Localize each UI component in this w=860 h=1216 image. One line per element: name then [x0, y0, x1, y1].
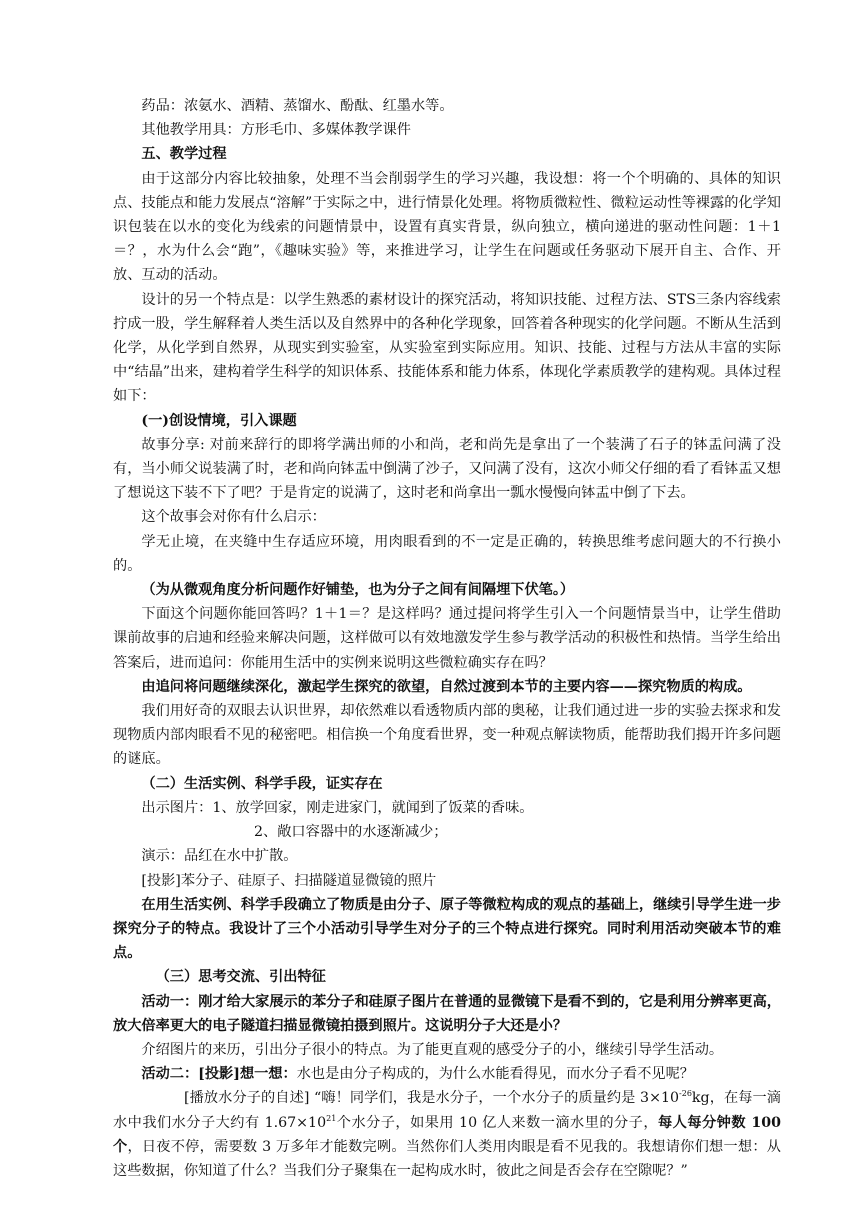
paragraph-activity-two [113, 1062, 781, 1086]
self-intro-part-d: ，日夜不停，需要数 3 万多年才能数完咧。当然你们人类用肉眼是看不见我的。我想请你们想一想：从这些数据，你知道了什么？当我们分子聚集在一起构成水时，彼此之间是否会存在空隙呢？” [113, 1138, 781, 1179]
paragraph-water-molecule-self-intro [113, 1086, 781, 1183]
paragraph-one-plus-one: 下面这个问题你能回答吗？1＋1＝？是这样吗？通过提问将学生引入一个问题情景当中，让学生借助课前故事的启迪和经验来解决问题，这样做可以有效地激发学生参与教学活动的积极性和热情。当学生给出答案后，进而追问：你能用生活中的实例来说明这些微粒确实存在吗？ [113, 606, 781, 671]
subheading-life-examples: （二）生活实例、科学手段，证实存在 [141, 775, 383, 792]
paragraph-picture-intro: 介绍图片的来历，引出分子很小的特点。为了能更直观的感受分子的小，继续引导学生活动。 [141, 1041, 724, 1058]
subheading-think-exchange: （三）思考交流、引出特征 [155, 969, 326, 986]
paragraph-projection: [投影]苯分子、硅原子、扫描隧道显微镜的照片 [141, 872, 437, 889]
self-intro-bold-rate: 每人每分钟数 100 个 [113, 1114, 782, 1155]
materials-other-tools: 其他教学用具：方形毛巾、多媒体教学课件 [141, 122, 411, 139]
paragraph-note: （为从微观角度分析问题作好铺垫，也为分子之间有间隔埋下伏笔。） [141, 582, 575, 599]
self-intro-part-c: 个水分子，如果用 10 亿人来数一滴水里的分子， [336, 1114, 659, 1131]
paragraph-activity-one: 活动一：刚才给大家展示的苯分子和硅原子图片在普通的显微镜下是看不到的，它是利用分辨率更高，放大倍率更大的电子隧道扫描显微镜拍摄到照片。这说明分子大还是小？ [113, 993, 781, 1034]
document-body [113, 94, 781, 1183]
paragraph-story-answer: 学无止境，在夹缝中生存适应环境，用肉眼看到的不一定是正确的，转换思维考虑问题大的不行换小的。 [113, 533, 781, 574]
paragraph-story-question: 这个故事会对你有什么启示： [141, 509, 326, 526]
paragraph-figure-1: 出示图片：1、放学回家，刚走进家门，就闻到了饭菜的香味。 [141, 799, 534, 816]
subheading-create-situation: (一)创设情境，引入课题 [141, 412, 297, 429]
exponent-count: 21 [326, 1113, 337, 1123]
paragraph-design-feature: 设计的另一个特点是：以学生熟悉的素材设计的探究活动，将知识技能、过程方法、STS三条内容线索拧成一股，学生解释着人类生活以及自然界中的各种化学现象，回答着各种现实的化学问题。不断从生活到化学，从化学到自然界，从现实到实验室，从实验室到实际应用。知识、技能、过程与方法从丰富的实际中“结晶”出来，建构着学生科学的知识体系、技能体系和能力体系，体现化学素质教学的建构观。具体过程如下： [113, 291, 781, 405]
paragraph-curious-eyes: 我们用好奇的双眼去认识世界，却依然难以看透物质内部的奥秘，让我们通过进一步的实验去探求和发现物质内部肉眼看不见的秘密吧。相信换一个角度看世界，变一种观点解读物质，能帮助我们揭开许多问题的谜底。 [113, 703, 781, 768]
exponent-mass: -26 [679, 1089, 692, 1099]
paragraph-design-idea: 由于这部分内容比较抽象，处理不当会削弱学生的学习兴趣，我设想：将一个个明确的、具体的知识点、技能点和能力发展点“溶解”于实际之中，进行情景化处理。将物质微粒性、微粒运动性等裸露的化学知识包装在以水的变化为线索的问题情景中，设置有真实背景，纵向独立，横向递进的驱动性问题：1＋1＝？，水为什么会“跑”，《趣味实验》等，来推进学习，让学生在问题或任务驱动下展开自主、合作、开放、互动的活动。 [113, 170, 781, 284]
paragraph-figure-2 [113, 820, 781, 844]
section-heading-teaching-process: 五、教学过程 [141, 146, 227, 163]
self-intro-part-b: kg，在每一滴水中我们水分子大约有 1.67×10 [113, 1090, 781, 1131]
paragraph-demo: 演示：品红在水中扩散。 [141, 848, 298, 865]
paragraph-explore-features: 在用生活实例、科学手段确立了物质是由分子、原子等微粒构成的观点的基础上，继续引导学生进一步探究分子的特点。我设计了三个小活动引导学生对分子的三个特点进行探究。同时利用活动突破本节的难点。 [113, 896, 781, 962]
self-intro-part-a: [播放水分子的自述] “嗨！同学们，我是水分子，一个水分子的质量约是 3×10 [184, 1090, 680, 1107]
activity-two-label: 活动二：[投影]想一想： [141, 1066, 297, 1083]
materials-drugs: 药品：浓氨水、酒精、蒸馏水、酚酞、红墨水等。 [141, 98, 454, 114]
paragraph-story: 故事分享: 对前来辞行的即将学满出师的小和尚，老和尚先是拿出了一个装满了石子的钵盂问满了没有，当小师父说装满了时，老和尚向钵盂中倒满了沙子，又问满了没有，这次小师父仔细的看了看钵盂又想了想说这下装不下了吧？于是肯定的说满了，这时老和尚拿出一瓢水慢慢向钵盂中倒了下去。 [113, 436, 781, 502]
activity-two-text: 水也是由分子构成的，为什么水能看得见，而水分子看不见呢？ [296, 1066, 694, 1083]
figure-2-text: 2、敞口容器中的水逐渐减少； [254, 824, 448, 841]
paragraph-transition: 由追问将问题继续深化，激起学生探究的欲望，自然过渡到本节的主要内容——探究物质的构成。 [141, 678, 752, 695]
